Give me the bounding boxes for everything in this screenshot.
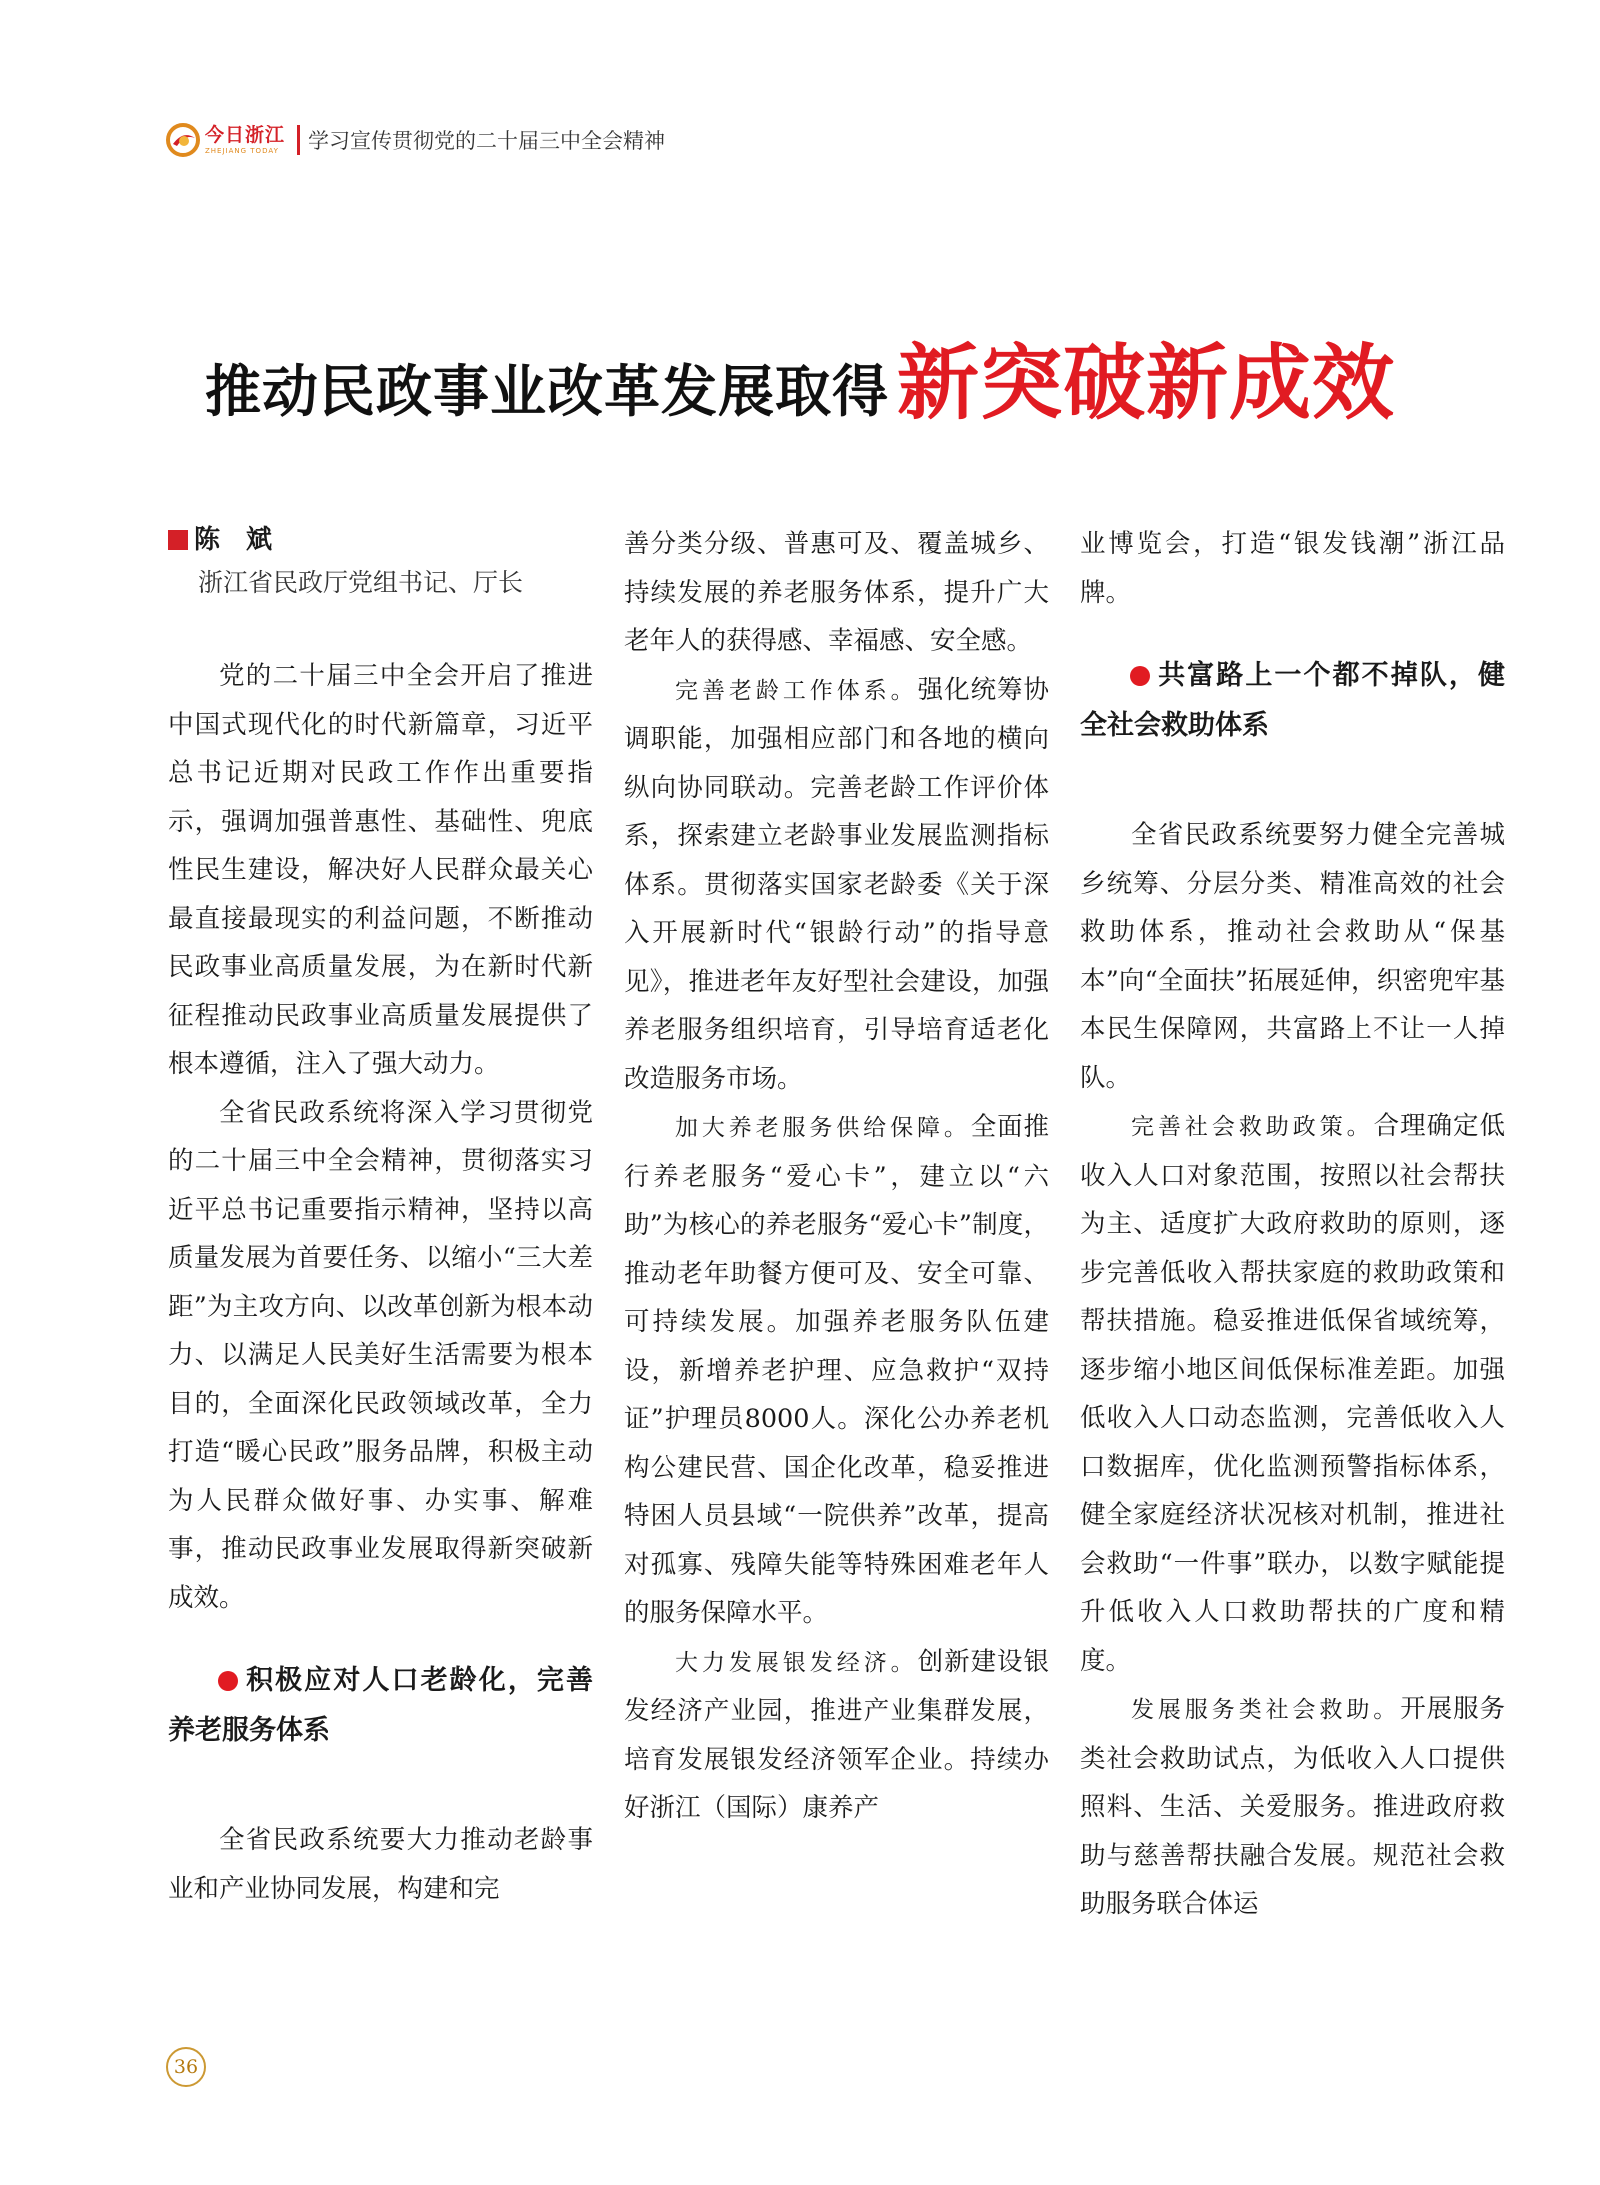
paragraph-body: 合理确定低收入人口对象范围，按照以社会帮扶为主、适度扩大政府救助的原则，逐步完善低收入帮扶家庭的救助政策和帮扶措施。稳妥推进低保省域统筹，逐步缩小地区间低保标准差距。加强低收入人口动态监测，完善低收入人口数据库，优化监测预警指标体系，健全家庭经济状况核对机制，推进社会救助“一件事”联办，以数字赋能提升低收入人口救助帮扶的广度和精度。 [1080, 1111, 1505, 1676]
column-1 [168, 520, 593, 1913]
paragraph-lead: 完善老龄工作体系。 [675, 677, 918, 704]
paragraph-lead: 发展服务类社会救助。 [1131, 1697, 1401, 1723]
logo-chinese-text: 今日浙江 [205, 123, 286, 146]
subheading [168, 1656, 593, 1756]
red-bullet-icon [218, 1671, 238, 1691]
column-2 [624, 520, 1049, 1833]
paragraph [624, 1638, 1049, 1833]
paragraph: 全省民政系统将深入学习贯彻党的二十届三中全会精神，贯彻落实习近平总书记重要指示精神，坚持以高质量发展为首要任务、以缩小“三大差距”为主攻方向、以改革创新为根本动力、以满足人民美好生活需要为根本目的，全面深化民政领域改革，全力打造“暖心民政”服务品牌，积极主动为人民群众做好事、办实事、解难事，推动民政事业发展取得新突破新成效。 [168, 1097, 593, 1613]
author-name: 陈斌 [194, 525, 299, 555]
subheading-text: 积极应对人口老龄化，完善养老服务体系 [168, 1665, 593, 1746]
paragraph-body: 强化统筹协调职能，加强相应部门和各地的横向纵向协同联动。完善老龄工作评价体系，探索建立老龄事业发展监测指标体系。贯彻落实国家老龄委《关于深入开展新时代“银龄行动”的指导意见》，推进老年友好型社会建设，加强养老服务组织培育，引导培育适老化改造服务市场。 [624, 674, 1049, 1094]
subheading [1080, 651, 1505, 751]
headline-red-part: 新突破新成效 [896, 336, 1395, 431]
paragraph [624, 1103, 1049, 1638]
author-marker [168, 530, 188, 550]
page-header [165, 120, 665, 160]
sun-logo-icon [165, 122, 201, 158]
page-number: 36 [166, 2047, 206, 2087]
paragraph-body: 全面推行养老服务“爱心卡”，建立以“六助”为核心的养老服务“爱心卡”制度，推动老年助餐方便可及、安全可靠、可持续发展。加强养老服务队伍建设，新增养老护理、应急救护“双持证”护理员8000人。深化公办养老机构公建民营、国企化改革，稳妥推进特困人员县域“一院供养”改革，提高对孤寡、残障失能等特殊困难老年人的服务保障水平。 [624, 1112, 1049, 1628]
paragraph: 善分类分级、普惠可及、覆盖城乡、持续发展的养老服务体系，提升广大老年人的获得感、幸福感、安全感。 [624, 529, 1049, 656]
paragraph-lead: 完善社会救助政策。 [1131, 1114, 1374, 1140]
headline-black-part: 推动民政事业改革发展取得 [204, 359, 889, 425]
paragraph [1080, 1685, 1505, 1929]
section-title: 学习宣传贯彻党的二十届三中全会精神 [308, 129, 666, 153]
paragraph: 全省民政系统要大力推动老龄事业和产业协同发展，构建和完 [168, 1825, 593, 1904]
paragraph: 业博览会，打造“银发钱潮”浙江品牌。 [1080, 529, 1505, 608]
paragraph-lead: 大力发展银发经济。 [675, 1649, 918, 1676]
paragraph [1080, 1102, 1505, 1685]
paragraph [624, 666, 1049, 1104]
paragraph-body: 创新建设银发经济产业园，推进产业集群发展，培育发展银发经济领军企业。持续办好浙江（国际）康养产 [624, 1646, 1049, 1823]
paragraph-body: 开展服务类社会救助试点，为低收入人口提供照料、生活、关爱服务。推进政府救助与慈善帮扶融合发展。规范社会救助服务联合体运 [1080, 1694, 1505, 1919]
subheading-text: 共富路上一个都不掉队，健全社会救助体系 [1080, 660, 1505, 741]
author-line [168, 520, 593, 560]
logo-english-text: ZHEJIANG TODAY [205, 146, 279, 155]
header-divider [297, 125, 300, 155]
article-headline [0, 318, 1600, 435]
column-3 [1080, 520, 1505, 1929]
paragraph: 全省民政系统要努力健全完善城乡统筹、分层分类、精准高效的社会救助体系，推动社会救助从“保基本”向“全面扶”拓展延伸，织密兜牢基本民生保障网，共富路上不让一人掉队。 [1080, 820, 1505, 1093]
paragraph-lead: 加大养老服务供给保障。 [675, 1115, 971, 1141]
magazine-logo [165, 122, 285, 158]
red-bullet-icon [1130, 666, 1150, 686]
author-title: 浙江省民政厅党组书记、厅长 [198, 568, 524, 597]
paragraph: 党的二十届三中全会开启了推进中国式现代化的时代新篇章，习近平总书记近期对民政工作作出重要指示，强调加强普惠性、基础性、兜底性民生建设，解决好人民群众最关心最直接最现实的利益问题，不断推动民政事业高质量发展，为在新时代新征程推动民政事业高质量发展提供了根本遵循，注入了强大动力。 [168, 661, 593, 1079]
